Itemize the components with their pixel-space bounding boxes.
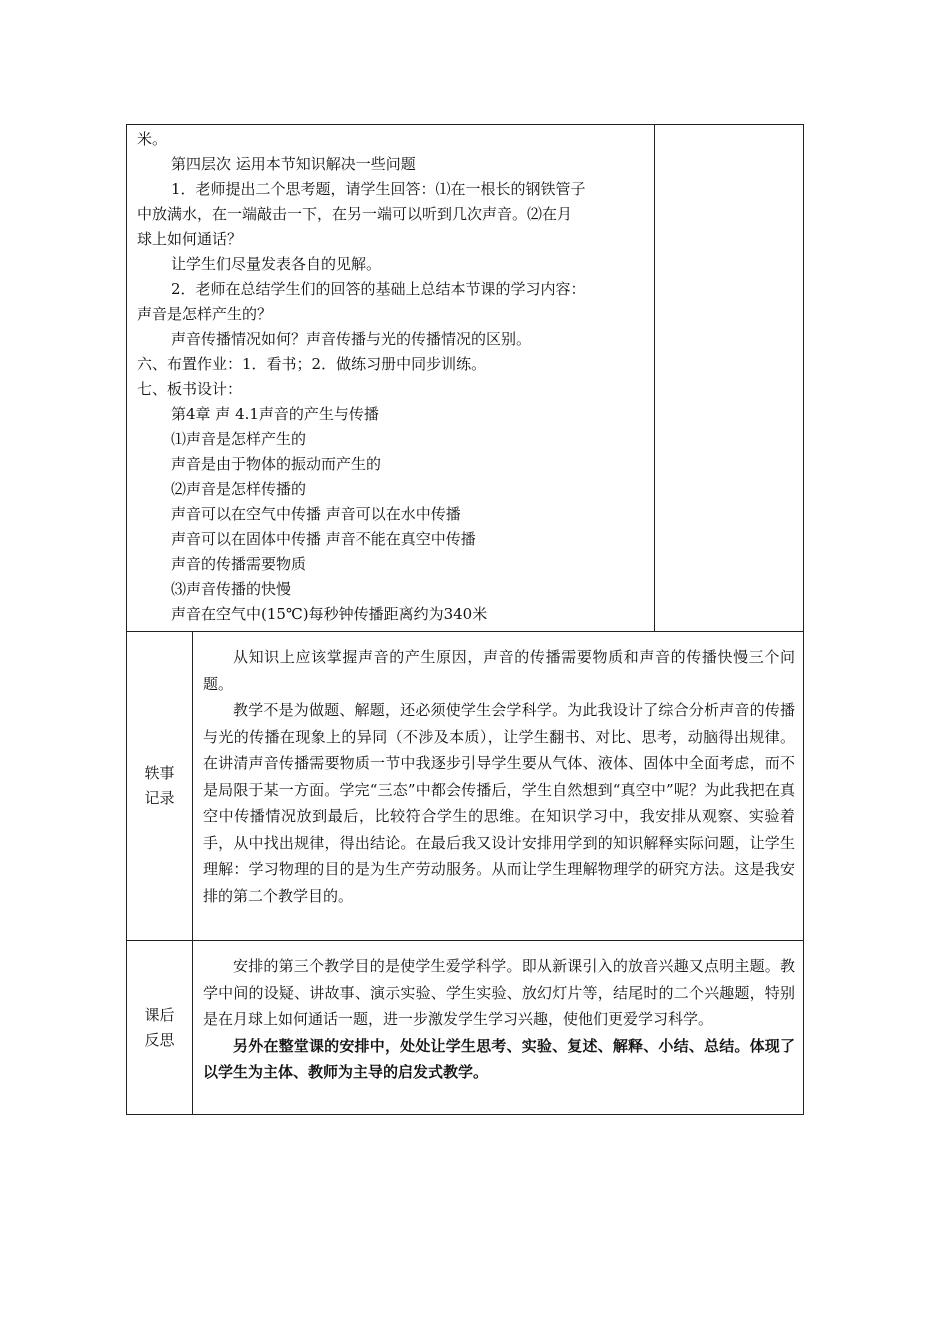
plan-line: 让学生们尽量发表各自的见解。 <box>171 255 382 273</box>
anecdote-label-line1: 轶事 <box>144 764 175 782</box>
reflection-label <box>127 941 193 1114</box>
anecdote-row <box>127 631 803 940</box>
plan-line: 七、板书设计： <box>137 380 243 398</box>
plan-content-cell <box>127 125 654 631</box>
plan-line: 2．老师在总结学生们的回答的基础上总结本节课的学习内容： <box>171 280 586 298</box>
plan-line: 1．老师提出二个思考题，请学生回答：⑴在一根长的钢铁管子 <box>171 180 586 198</box>
plan-line: 声音是由于物体的振动而产生的 <box>171 455 382 473</box>
anecdote-label <box>127 632 193 940</box>
reflection-label-line2: 反思 <box>144 1030 175 1049</box>
plan-line: 声音是怎样产生的？ <box>137 305 273 323</box>
plan-notes-cell <box>654 125 803 631</box>
plan-row <box>127 125 803 631</box>
plan-line: ⑴声音是怎样产生的 <box>171 430 307 448</box>
plan-line: 声音可以在空气中传播 声音可以在水中传播 <box>171 505 461 523</box>
lesson-plan-table <box>126 124 804 1115</box>
plan-line: 第四层次 运用本节知识解决一些问题 <box>171 155 416 173</box>
plan-line: ⑵声音是怎样传播的 <box>171 480 307 498</box>
plan-line: 米。 <box>137 130 168 148</box>
anecdote-label-line2: 记录 <box>144 789 175 807</box>
reflection-paragraph: 安排的第三个教学目的是使学生爱学科学。即从新课引入的放音兴趣又点明主题。教学中间的设疑、讲故事、演示实验、学生实验、放幻灯片等，结尾时的二个兴趣题，特别是在月球上如何通话一题，进一步激发学生学习兴趣，使他们更爱学习科学。 <box>203 957 795 1028</box>
plan-line: 六、布置作业：1．看书；2．做练习册中同步训练。 <box>137 355 487 373</box>
plan-line: 声音传播情况如何？声音传播与光的传播情况的区别。 <box>171 330 532 348</box>
anecdote-paragraph-2: 教学不是为做题、解题，还必须使学生会学科学。为此我设计了综合分析声音的传播与光的传播在现象上的异同（不涉及本质），让学生翻书、对比、思考，动脑得出规律。在讲清声音传播需要物质一节中我逐步引导学生要从气体、液体、固体中全面考虑，而不是局限于某一方面。学完“三态”中都会传播后，学生自然想到“真空中”呢？为此我把在真空中传播情况放到最后，比较符合学生的思维。在知识学习中，我安排从观察、实验着手，从中找出规律，得出结论。在最后我又设计安排用学到的知识解释实际问题，让学生理解：学习物理的目的是为生产劳动服务。从而让学生理解物理学的研究方法。这是我安排的第二个教学目的。 <box>203 701 795 905</box>
plan-line: 球上如何通话？ <box>137 230 243 248</box>
reflection-label-line1: 课后 <box>144 1005 175 1024</box>
anecdote-content <box>193 632 803 940</box>
reflection-bold-paragraph: 另外在整堂课的安排中，处处让学生思考、实验、复述、解释、小结、总结。体现了以学生为主体、教师为主导的启发式教学。 <box>203 1036 795 1081</box>
plan-line: 声音的传播需要物质 <box>171 555 307 573</box>
reflection-row <box>127 940 803 1114</box>
anecdote-paragraph-1: 从知识上应该掌握声音的产生原因，声音的传播需要物质和声音的传播快慢三个问题。 <box>203 648 795 693</box>
plan-line: ⑶声音传播的快慢 <box>171 580 292 598</box>
plan-line: 声音在空气中(15℃)每秒钟传播距离约为340米 <box>171 605 488 623</box>
plan-line: 中放满水，在一端敲击一下，在另一端可以听到几次声音。⑵在月 <box>137 205 573 223</box>
reflection-content <box>193 941 803 1114</box>
plan-line: 声音可以在固体中传播 声音不能在真空中传播 <box>171 530 476 548</box>
plan-line: 第4章 声 4.1声音的产生与传播 <box>171 405 379 423</box>
